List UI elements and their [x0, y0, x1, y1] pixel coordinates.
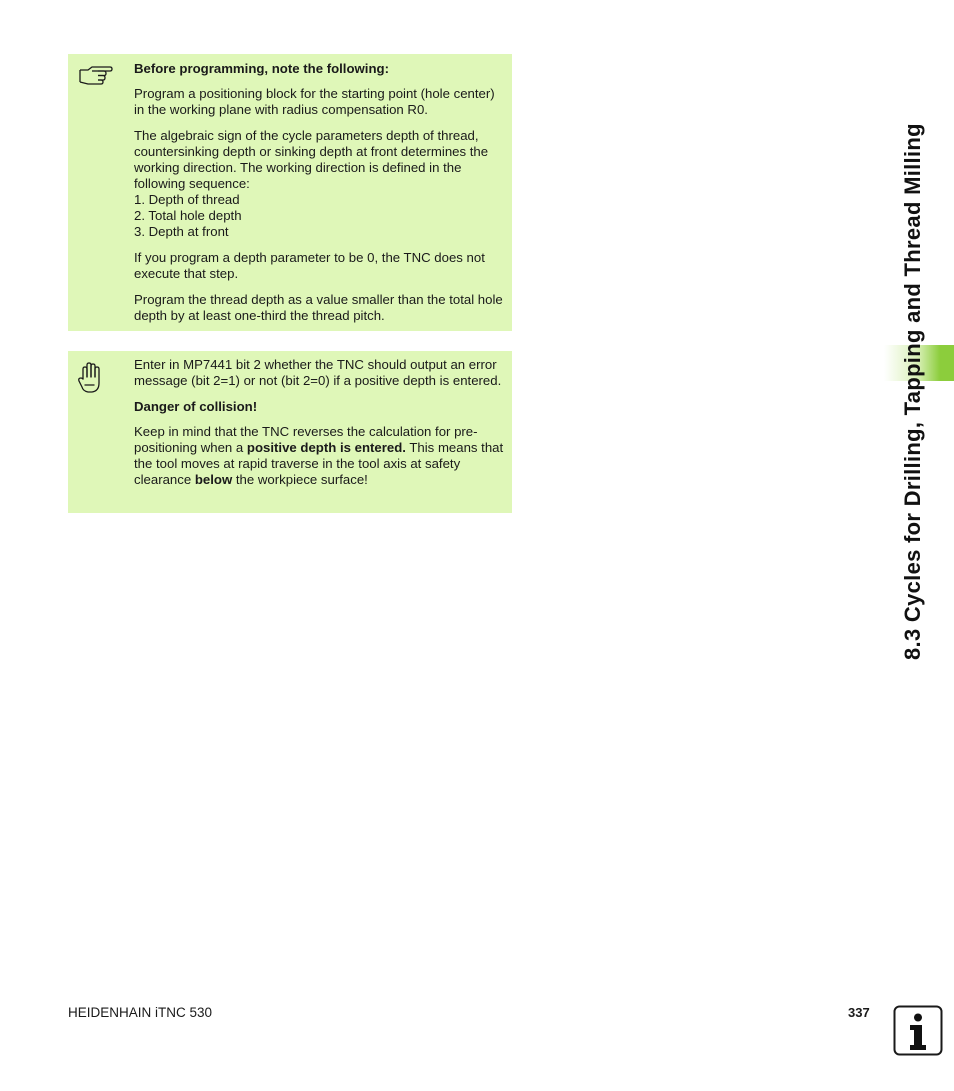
pointing-hand-icon [78, 64, 114, 91]
list-item: 1. Depth of thread [134, 192, 240, 207]
note-body-2 [134, 357, 504, 498]
section-side-title: 8.3 Cycles for Drilling, Tapping and Thread Milling [900, 123, 925, 660]
note-paragraph: Program the thread depth as a value smaller than the total hole depth by at least one-third the thread pitch. [134, 292, 503, 323]
list-item: 3. Depth at front [134, 224, 229, 239]
footer-manual-name: HEIDENHAIN iTNC 530 [68, 1005, 213, 1020]
list-item: 2. Total hole depth [134, 208, 242, 223]
info-i-icon [893, 1005, 943, 1056]
note-paragraph-rich [134, 424, 504, 488]
text-run: the workpiece surface! [232, 472, 368, 487]
note-box-before-programming [68, 54, 512, 331]
text-run-bold: positive depth is entered. [246, 440, 406, 455]
text-run: This means that the tool moves at rapid traverse in the tool axis at safety clearance [134, 440, 504, 487]
note-paragraph-with-list [134, 128, 504, 240]
text-run-bold: below [194, 472, 233, 487]
note-paragraph: If you program a depth parameter to be 0, the TNC does not execute that step. [134, 250, 485, 281]
page-number: 337 [848, 1005, 870, 1020]
note-heading: Danger of collision! [134, 399, 258, 414]
note-body-1 [134, 61, 504, 334]
note-heading: Before programming, note the following: [134, 61, 389, 76]
text-run: Keep in mind that the TNC reverses the calculation for pre-positioning when a [134, 424, 478, 455]
raised-hand-warning-icon [78, 361, 102, 400]
note-box-danger-of-collision [68, 351, 512, 513]
note-paragraph: Enter in MP7441 bit 2 whether the TNC should output an error message (bit 2=1) or not (bit 2=0) if a positive depth is entered. [134, 357, 502, 388]
note-paragraph: Program a positioning block for the starting point (hole center) in the working plane with radius compensation R0. [134, 86, 495, 117]
note-paragraph: The algebraic sign of the cycle parameters depth of thread, countersinking depth or sinking depth at front determines the working direction. The working direction is defined in the following sequence: [134, 128, 489, 191]
